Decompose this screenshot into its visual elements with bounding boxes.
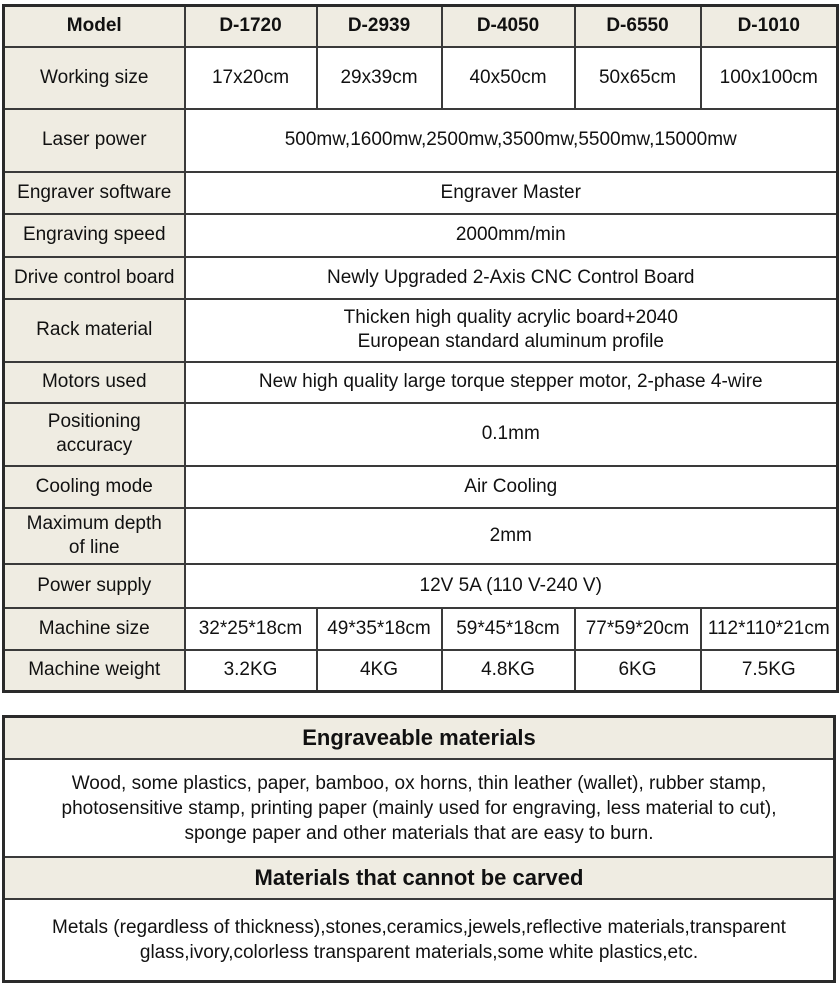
not-carvable-body (4, 899, 835, 981)
machine-size-value: 49*35*18cm (317, 608, 442, 650)
row-label (4, 508, 185, 564)
machine-weight-value: 7.5KG (701, 650, 838, 692)
body-line: photosensitive stamp, printing paper (mainly used for engraving, less material to cut), (61, 797, 777, 819)
row-label: Cooling mode (4, 466, 185, 508)
machine-weight-value: 3.2KG (185, 650, 317, 692)
model-name: D-2939 (317, 6, 442, 47)
machine-weight-value: 4KG (317, 650, 442, 692)
label-line: of line (68, 536, 120, 558)
engraveable-body (4, 759, 835, 857)
model-name: D-4050 (442, 6, 575, 47)
motors-value: New high quality large torque stepper motor, 2-phase 4-wire (185, 362, 838, 403)
materials-table (2, 715, 836, 983)
working-size-value: 100x100cm (701, 47, 838, 109)
label-line: Positioning (47, 411, 141, 432)
row-label: Machine size (4, 608, 185, 650)
body-line: sponge paper and other materials that are easy to burn. (184, 822, 654, 844)
label-line: accuracy (56, 435, 133, 456)
body-line: glass,ivory,colorless transparent materials,some white plastics,etc. (139, 941, 699, 963)
rack-value (185, 299, 838, 362)
working-size-value: 50x65cm (575, 47, 701, 109)
rack-line: Thicken high quality acrylic board+2040 (343, 307, 678, 328)
software-row (4, 172, 838, 214)
row-label: Engraving speed (4, 214, 185, 257)
label-line: Maximum depth (26, 512, 162, 534)
working-size-value: 40x50cm (442, 47, 575, 109)
board-value: Newly Upgraded 2-Axis CNC Control Board (185, 257, 838, 299)
not-carvable-body-row (4, 899, 835, 981)
machine-weight-value: 4.8KG (442, 650, 575, 692)
engraveable-body-row (4, 759, 835, 857)
cooling-row (4, 466, 838, 508)
row-label: Engraver software (4, 172, 185, 214)
positioning-row (4, 403, 838, 466)
cooling-value: Air Cooling (185, 466, 838, 508)
row-label: Rack material (4, 299, 185, 362)
header-row (4, 6, 838, 47)
model-name: D-6550 (575, 6, 701, 47)
row-label: Drive control board (4, 257, 185, 299)
power-supply-row (4, 564, 838, 608)
software-value: Engraver Master (185, 172, 838, 214)
rack-line: European standard aluminum profile (357, 331, 664, 352)
machine-size-row (4, 608, 838, 650)
power-supply-value: 12V 5A (110 V-240 V) (185, 564, 838, 608)
engraveable-title-row (4, 717, 835, 760)
model-name: D-1010 (701, 6, 838, 47)
machine-weight-value: 6KG (575, 650, 701, 692)
machine-size-value: 112*110*21cm (701, 608, 838, 650)
depth-row (4, 508, 838, 564)
working-size-row (4, 47, 838, 109)
depth-value: 2mm (185, 508, 838, 564)
board-row (4, 257, 838, 299)
row-label: Laser power (4, 109, 185, 172)
spec-table (2, 4, 839, 693)
speed-row (4, 214, 838, 257)
working-size-value: 29x39cm (317, 47, 442, 109)
row-label: Machine weight (4, 650, 185, 692)
engraveable-title: Engraveable materials (4, 717, 835, 760)
body-line: Wood, some plastics, paper, bamboo, ox horns, thin leather (wallet), rubber stamp, (71, 772, 767, 794)
machine-weight-row (4, 650, 838, 692)
working-size-value: 17x20cm (185, 47, 317, 109)
positioning-value: 0.1mm (185, 403, 838, 466)
row-label (4, 403, 185, 466)
laser-power-row (4, 109, 838, 172)
row-label: Power supply (4, 564, 185, 608)
row-label: Motors used (4, 362, 185, 403)
machine-size-value: 59*45*18cm (442, 608, 575, 650)
not-carvable-title-row (4, 857, 835, 899)
laser-power-value: 500mw,1600mw,2500mw,3500mw,5500mw,15000mw (185, 109, 838, 172)
model-label: Model (4, 6, 185, 47)
model-name: D-1720 (185, 6, 317, 47)
machine-size-value: 32*25*18cm (185, 608, 317, 650)
motors-row (4, 362, 838, 403)
machine-size-value: 77*59*20cm (575, 608, 701, 650)
body-line: Metals (regardless of thickness),stones,ceramics,jewels,reflective materials,transparent (52, 916, 786, 938)
speed-value: 2000mm/min (185, 214, 838, 257)
rack-row (4, 299, 838, 362)
row-label: Working size (4, 47, 185, 109)
not-carvable-title: Materials that cannot be carved (4, 857, 835, 899)
